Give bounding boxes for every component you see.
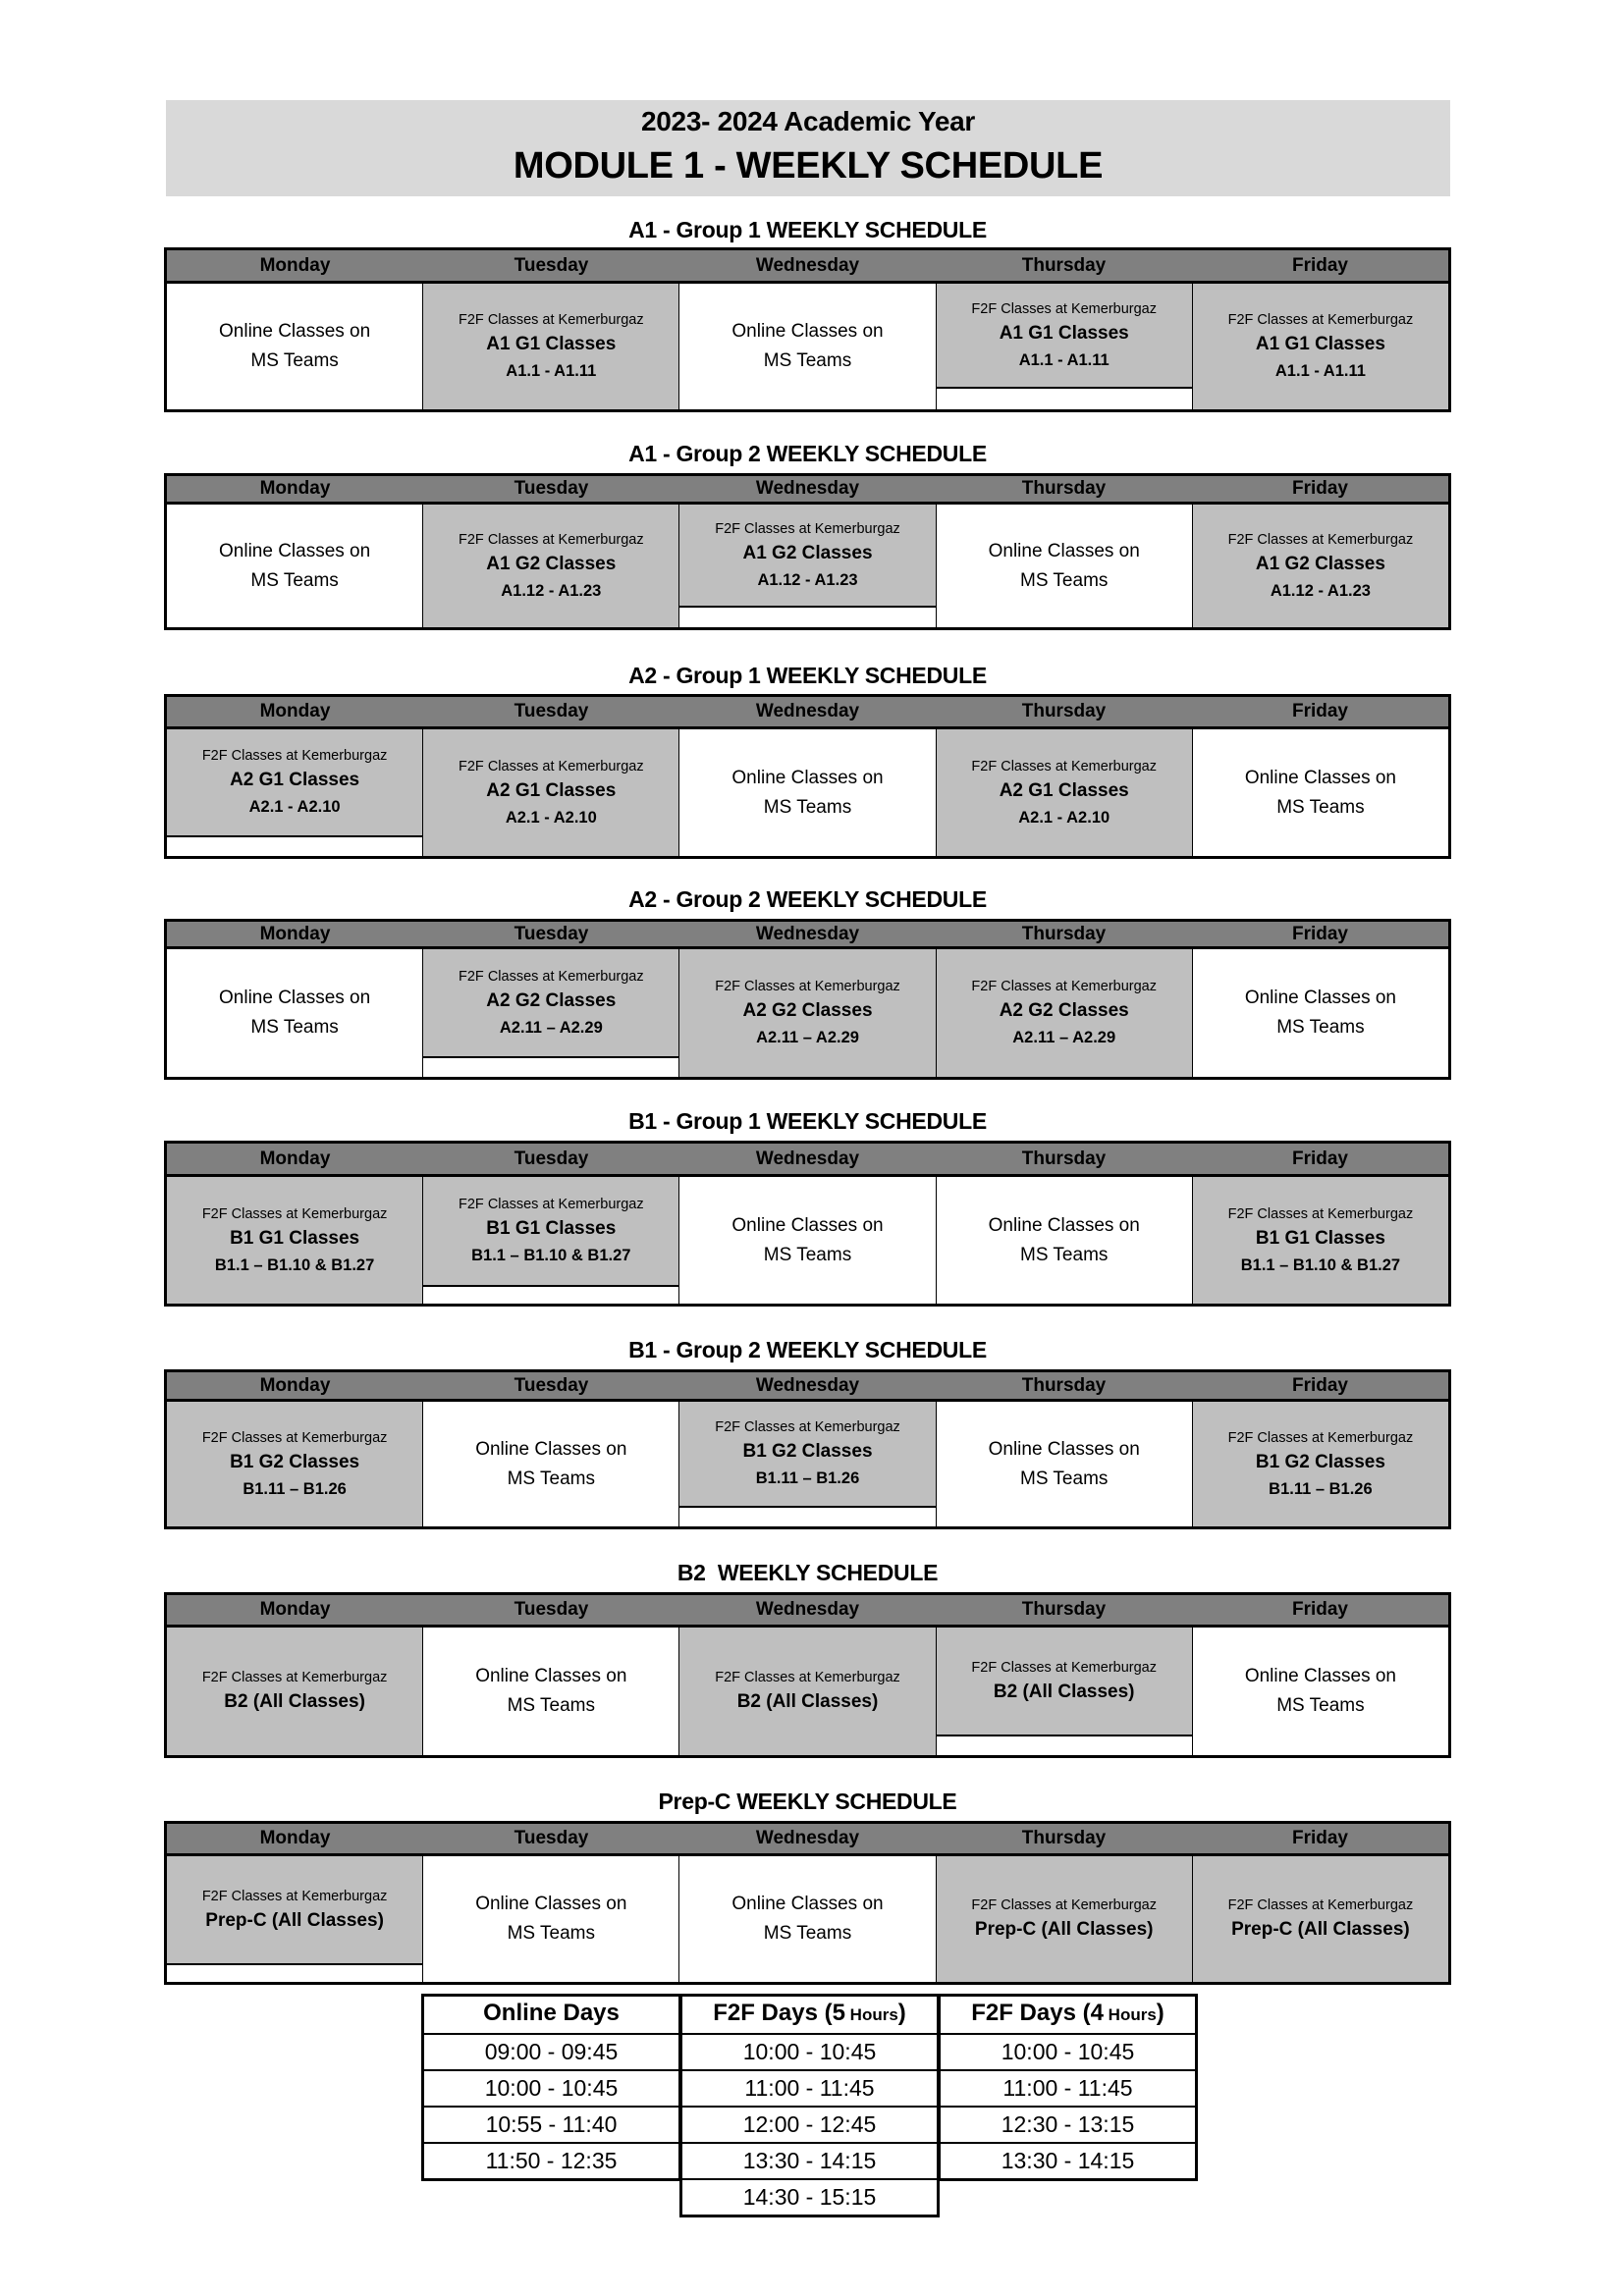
time-slot: 11:50 - 12:35 [424,2142,678,2178]
online-class-cell-monday [167,284,422,409]
time-slot: 09:00 - 09:45 [424,2033,678,2069]
cell-content [679,1856,935,1982]
f2f-location-text: F2F Classes at Kemerburgaz [459,312,644,328]
f2f-class-cell-friday [1192,1856,1448,1982]
module-title-heading: MODULE 1 - WEEKLY SCHEDULE [513,145,1104,187]
class-group-name: A1 G1 Classes [1255,334,1385,354]
f2f-location-text: F2F Classes at Kemerburgaz [459,968,644,985]
hours-header-label: Online Days [483,2000,620,2026]
class-range: A2.11 – A2.29 [1012,1029,1116,1046]
day-header-friday: Friday [1291,1828,1349,1848]
academic-year-heading: 2023- 2024 Academic Year [641,106,975,136]
f2f-location-text: F2F Classes at Kemerburgaz [1227,1897,1414,1913]
time-slot: 12:00 - 12:45 [682,2106,937,2142]
day-header-wednesday: Wednesday [755,924,860,944]
day-header-thursday: Thursday [1021,924,1107,944]
hours-header-unit: Hours [844,2005,898,2024]
day-header-tuesday: Tuesday [514,478,589,499]
cell-content [937,1402,1192,1526]
time-slot: 13:30 - 14:15 [682,2142,937,2178]
online-class-text: MS Teams [763,1244,852,1265]
f2f-location-text: F2F Classes at Kemerburgaz [459,758,644,774]
class-range: B1.11 – B1.26 [755,1469,860,1487]
class-group-name: A1 G1 Classes [999,322,1129,344]
class-group-name: B2 (All Classes) [993,1681,1135,1702]
online-class-text: MS Teams [250,569,339,591]
weekly-schedule-table [164,247,1451,412]
online-class-cell-tuesday [422,1856,678,1982]
cell-content [167,949,422,1077]
day-header-friday: Friday [1291,255,1349,276]
f2f-location-text: F2F Classes at Kemerburgaz [971,1659,1157,1676]
day-header-row [167,250,1448,284]
class-range: B1.1 – B1.10 & B1.27 [214,1255,375,1274]
schedule-title: Prep-C WEEKLY SCHEDULE [658,1789,957,1814]
day-header-row [167,1144,1448,1177]
cell-content [423,1402,678,1526]
class-group-name: B1 G1 Classes [486,1218,617,1239]
online-class-text: Online Classes on [475,1666,627,1686]
cell-content [679,729,935,856]
cell-content [1193,1856,1448,1982]
cell-content [937,729,1192,856]
online-class-text: MS Teams [250,1017,339,1038]
class-group-name: B2 (All Classes) [736,1691,879,1712]
cell-content [1193,1628,1448,1755]
online-class-text: Online Classes on [219,321,371,342]
online-class-text: MS Teams [1276,796,1365,818]
day-header-wednesday: Wednesday [755,1599,860,1620]
class-group-name: A2 G2 Classes [486,989,617,1011]
class-group-name: Prep-C (All Classes) [205,1909,384,1931]
weekly-schedule-table [164,1141,1451,1307]
cell-content [167,505,422,627]
f2f-location-text: F2F Classes at Kemerburgaz [715,1419,900,1435]
class-group-name: A1 G2 Classes [742,542,873,563]
online-class-text: Online Classes on [1244,767,1397,788]
cell-content [1193,949,1448,1077]
f2f-location-text: F2F Classes at Kemerburgaz [971,758,1157,774]
time-slot: 10:00 - 10:45 [682,2033,937,2069]
class-group-name: A1 G1 Classes [486,334,617,354]
online-class-cell-thursday [936,1402,1192,1526]
cell-content [423,1856,678,1982]
class-group-name: Prep-C (All Classes) [1231,1919,1410,1940]
f2f-location-text: F2F Classes at Kemerburgaz [715,979,900,994]
class-range: A1.1 - A1.11 [1274,362,1366,380]
cell-content [423,1628,678,1755]
hours-header-close: ) [897,2000,906,2026]
online-class-text: MS Teams [1020,569,1109,591]
cell-content [679,284,935,409]
day-header-wednesday: Wednesday [755,1375,860,1396]
day-header-friday: Friday [1291,924,1349,944]
f2f-class-cell-friday [1192,505,1448,627]
schedule-body-row [167,1856,1448,1982]
f2f-location-text: F2F Classes at Kemerburgaz [201,1888,388,1904]
online-class-cell-tuesday [422,1628,678,1755]
hours-column-f2f-4h [938,1994,1198,2181]
cell-content [1193,1177,1448,1304]
online-class-text: MS Teams [1276,1017,1365,1038]
cell-content [937,1628,1192,1735]
hours-column-f2f-5h [679,1994,940,2217]
day-header-thursday: Thursday [1021,255,1107,276]
online-class-text: Online Classes on [731,321,884,342]
schedule-title: A1 - Group 1 WEEKLY SCHEDULE [628,217,987,242]
f2f-class-cell-friday [1192,1177,1448,1304]
f2f-location-text: F2F Classes at Kemerburgaz [971,300,1157,317]
day-header-wednesday: Wednesday [755,478,860,499]
online-class-text: MS Teams [1020,1468,1109,1489]
day-header-friday: Friday [1291,701,1349,721]
day-header-monday: Monday [259,255,331,276]
cell-content [679,1402,935,1506]
cell-content [1193,729,1448,856]
time-slot: 10:00 - 10:45 [941,2033,1195,2069]
online-class-cell-thursday [936,505,1192,627]
day-header-thursday: Thursday [1021,1828,1107,1848]
online-class-text: Online Classes on [1244,1666,1397,1686]
hours-column-header [424,1997,678,2033]
day-header-thursday: Thursday [1021,701,1107,721]
f2f-location-text: F2F Classes at Kemerburgaz [201,1670,388,1685]
f2f-class-cell-tuesday [422,949,678,1077]
online-class-cell-friday [1192,949,1448,1077]
class-range: A2.11 – A2.29 [756,1029,859,1046]
day-header-wednesday: Wednesday [755,1148,860,1169]
day-header-monday: Monday [259,1148,331,1169]
time-slot: 11:00 - 11:45 [941,2069,1195,2106]
day-header-row [167,922,1448,949]
class-group-name: Prep-C (All Classes) [974,1919,1154,1940]
schedule-title: A1 - Group 2 WEEKLY SCHEDULE [628,441,987,466]
f2f-class-cell-tuesday [422,284,678,409]
f2f-class-cell-monday [167,729,422,856]
online-class-cell-friday [1192,729,1448,856]
class-group-name: B1 G1 Classes [230,1227,360,1249]
cell-content [423,1177,678,1285]
day-header-friday: Friday [1291,1148,1349,1169]
f2f-class-cell-thursday [936,1856,1192,1982]
day-header-monday: Monday [259,1828,331,1848]
f2f-class-cell-tuesday [422,505,678,627]
f2f-class-cell-wednesday [678,505,935,627]
online-class-text: Online Classes on [475,1438,627,1460]
schedule-title: B1 - Group 1 WEEKLY SCHEDULE [628,1108,987,1134]
online-class-text: Online Classes on [731,767,884,788]
f2f-class-cell-friday [1192,284,1448,409]
class-group-name: B1 G2 Classes [742,1441,873,1462]
class-group-name: B1 G2 Classes [1255,1451,1385,1472]
schedule-body-row [167,1628,1448,1755]
class-range: B1.1 – B1.10 & B1.27 [1240,1255,1401,1274]
online-class-text: MS Teams [1020,1244,1109,1265]
f2f-location-text: F2F Classes at Kemerburgaz [1227,531,1414,548]
day-header-row [167,1372,1448,1402]
f2f-location-text: F2F Classes at Kemerburgaz [1227,312,1414,328]
f2f-class-cell-thursday [936,729,1192,856]
f2f-location-text: F2F Classes at Kemerburgaz [1227,1429,1414,1446]
class-group-name: B1 G1 Classes [1255,1227,1385,1249]
class-group-name: A2 G2 Classes [742,1000,873,1021]
f2f-location-text: F2F Classes at Kemerburgaz [201,748,388,764]
f2f-class-cell-friday [1192,1402,1448,1526]
day-header-monday: Monday [259,1375,331,1396]
online-class-cell-tuesday [422,1402,678,1526]
online-class-text: MS Teams [763,1923,852,1944]
f2f-class-cell-thursday [936,1628,1192,1755]
time-slot: 14:30 - 15:15 [682,2178,937,2215]
hours-header-label: F2F Days (5 [713,2000,845,2026]
day-header-monday: Monday [259,478,331,499]
hours-column-online [421,1994,681,2181]
cell-content [937,1856,1192,1982]
class-range: A1.12 - A1.23 [501,581,602,600]
cell-content [937,949,1192,1077]
weekly-schedule-table [164,919,1451,1080]
class-range: B1.11 – B1.26 [1269,1479,1373,1498]
day-header-friday: Friday [1291,1375,1349,1396]
weekly-schedule-table [164,1592,1451,1758]
time-slot: 13:30 - 14:15 [941,2142,1195,2178]
day-header-thursday: Thursday [1021,1375,1107,1396]
cell-content [167,1177,422,1304]
cell-content [167,1628,422,1755]
cell-content [937,284,1192,387]
class-group-name: A1 G2 Classes [486,553,617,574]
f2f-class-cell-tuesday [422,1177,678,1304]
class-range: A2.1 - A2.10 [1018,808,1110,827]
class-range: A2.1 - A2.10 [505,808,597,827]
f2f-location-text: F2F Classes at Kemerburgaz [715,520,900,537]
day-header-monday: Monday [259,924,331,944]
f2f-class-cell-thursday [936,284,1192,409]
cell-content [423,284,678,409]
weekly-schedule-table [164,694,1451,859]
schedule-title: A2 - Group 1 WEEKLY SCHEDULE [628,663,987,688]
schedule-body-row [167,1402,1448,1526]
f2f-location-text: F2F Classes at Kemerburgaz [971,1897,1157,1913]
class-group-name: A2 G2 Classes [999,1000,1129,1021]
day-header-tuesday: Tuesday [514,1599,589,1620]
hours-header-close: ) [1156,2000,1164,2026]
online-class-cell-wednesday [678,284,935,409]
online-class-text: Online Classes on [988,540,1140,561]
f2f-location-text: F2F Classes at Kemerburgaz [715,1670,900,1685]
day-header-row [167,697,1448,729]
cell-content [167,1856,422,1963]
f2f-class-cell-monday [167,1856,422,1982]
class-range: A1.12 - A1.23 [1270,581,1371,600]
schedule-body-row [167,284,1448,409]
weekly-schedule-table [164,473,1451,630]
day-header-wednesday: Wednesday [755,255,860,276]
class-hours-table [421,1994,1202,2219]
day-header-row [167,1824,1448,1856]
day-header-tuesday: Tuesday [514,1148,589,1169]
schedule-body-row [167,1177,1448,1304]
online-class-text: Online Classes on [731,1894,884,1914]
day-header-tuesday: Tuesday [514,1375,589,1396]
cell-content [167,284,422,409]
day-header-wednesday: Wednesday [755,701,860,721]
document-title-banner [166,100,1450,196]
cell-content [937,505,1192,627]
class-range: A1.1 - A1.11 [506,362,597,380]
hours-column-header [941,1997,1195,2033]
online-class-cell-monday [167,949,422,1077]
f2f-location-text: F2F Classes at Kemerburgaz [459,1197,644,1212]
cell-content [679,1628,935,1755]
day-header-tuesday: Tuesday [514,701,589,721]
online-class-text: MS Teams [507,1923,595,1944]
online-class-cell-wednesday [678,1856,935,1982]
weekly-schedule-table [164,1369,1451,1529]
day-header-thursday: Thursday [1021,1148,1107,1169]
day-header-tuesday: Tuesday [514,924,589,944]
hours-header-label: F2F Days (4 [971,2000,1104,2026]
f2f-location-text: F2F Classes at Kemerburgaz [971,979,1157,994]
cell-content [1193,284,1448,409]
class-range: A2.1 - A2.10 [248,798,341,816]
day-header-friday: Friday [1291,1599,1349,1620]
online-class-text: Online Classes on [988,1214,1140,1236]
time-slot: 12:30 - 13:15 [941,2106,1195,2142]
f2f-class-cell-tuesday [422,729,678,856]
cell-content [679,505,935,606]
class-group-name: A2 G1 Classes [486,779,617,801]
f2f-location-text: F2F Classes at Kemerburgaz [459,531,644,548]
online-class-text: MS Teams [763,350,852,371]
f2f-location-text: F2F Classes at Kemerburgaz [201,1205,388,1222]
online-class-text: Online Classes on [475,1894,627,1914]
class-group-name: A1 G2 Classes [1255,553,1385,574]
cell-content [679,949,935,1077]
f2f-location-text: F2F Classes at Kemerburgaz [1227,1205,1414,1222]
schedule-body-row [167,505,1448,627]
cell-content [423,729,678,856]
day-header-thursday: Thursday [1021,478,1107,499]
schedule-title: B1 - Group 2 WEEKLY SCHEDULE [628,1337,987,1362]
cell-content [1193,1402,1448,1526]
online-class-cell-friday [1192,1628,1448,1755]
schedule-body-row [167,729,1448,856]
cell-content [679,1177,935,1304]
day-header-thursday: Thursday [1021,1599,1107,1620]
online-class-text: Online Classes on [1244,988,1397,1008]
f2f-class-cell-monday [167,1628,422,1755]
online-class-text: Online Classes on [988,1438,1140,1460]
online-class-cell-wednesday [678,729,935,856]
day-header-tuesday: Tuesday [514,255,589,276]
cell-content [167,729,422,835]
schedule-title: B2 WEEKLY SCHEDULE [677,1560,939,1585]
day-header-friday: Friday [1291,478,1349,499]
class-range: A1.1 - A1.11 [1018,350,1110,369]
online-class-text: MS Teams [763,796,852,818]
f2f-class-cell-monday [167,1177,422,1304]
online-class-text: Online Classes on [219,988,371,1008]
time-slot: 10:00 - 10:45 [424,2069,678,2106]
online-class-text: Online Classes on [219,540,371,561]
hours-column-header [682,1997,937,2033]
online-class-text: MS Teams [507,1468,595,1489]
online-class-cell-monday [167,505,422,627]
hours-header-unit: Hours [1103,2005,1157,2024]
day-header-tuesday: Tuesday [514,1828,589,1848]
online-class-text: Online Classes on [731,1214,884,1236]
class-group-name: B1 G2 Classes [230,1451,360,1472]
f2f-class-cell-wednesday [678,1402,935,1526]
f2f-class-cell-thursday [936,949,1192,1077]
f2f-class-cell-wednesday [678,949,935,1077]
time-slot: 11:00 - 11:45 [682,2069,937,2106]
cell-content [1193,505,1448,627]
f2f-class-cell-wednesday [678,1628,935,1755]
f2f-location-text: F2F Classes at Kemerburgaz [201,1429,388,1446]
f2f-class-cell-monday [167,1402,422,1526]
schedule-body-row [167,949,1448,1077]
cell-content [423,505,678,627]
schedule-title: A2 - Group 2 WEEKLY SCHEDULE [628,886,987,912]
cell-content [167,1402,422,1526]
day-header-monday: Monday [259,1599,331,1620]
class-range: A2.11 – A2.29 [499,1018,603,1037]
class-range: A1.12 - A1.23 [757,570,858,589]
online-class-text: MS Teams [1276,1695,1365,1716]
class-group-name: B2 (All Classes) [224,1691,365,1712]
online-class-text: MS Teams [507,1695,595,1716]
time-slot: 10:55 - 11:40 [424,2106,678,2142]
online-class-cell-wednesday [678,1177,935,1304]
online-class-text: MS Teams [250,350,339,371]
day-header-monday: Monday [259,701,331,721]
class-group-name: A2 G1 Classes [999,779,1129,801]
cell-content [937,1177,1192,1304]
weekly-schedule-table [164,1821,1451,1985]
day-header-row [167,476,1448,505]
online-class-cell-thursday [936,1177,1192,1304]
class-group-name: A2 G1 Classes [230,770,360,790]
day-header-row [167,1595,1448,1628]
class-range: B1.1 – B1.10 & B1.27 [471,1247,631,1264]
day-header-wednesday: Wednesday [755,1828,860,1848]
class-range: B1.11 – B1.26 [243,1479,347,1498]
cell-content [423,949,678,1056]
